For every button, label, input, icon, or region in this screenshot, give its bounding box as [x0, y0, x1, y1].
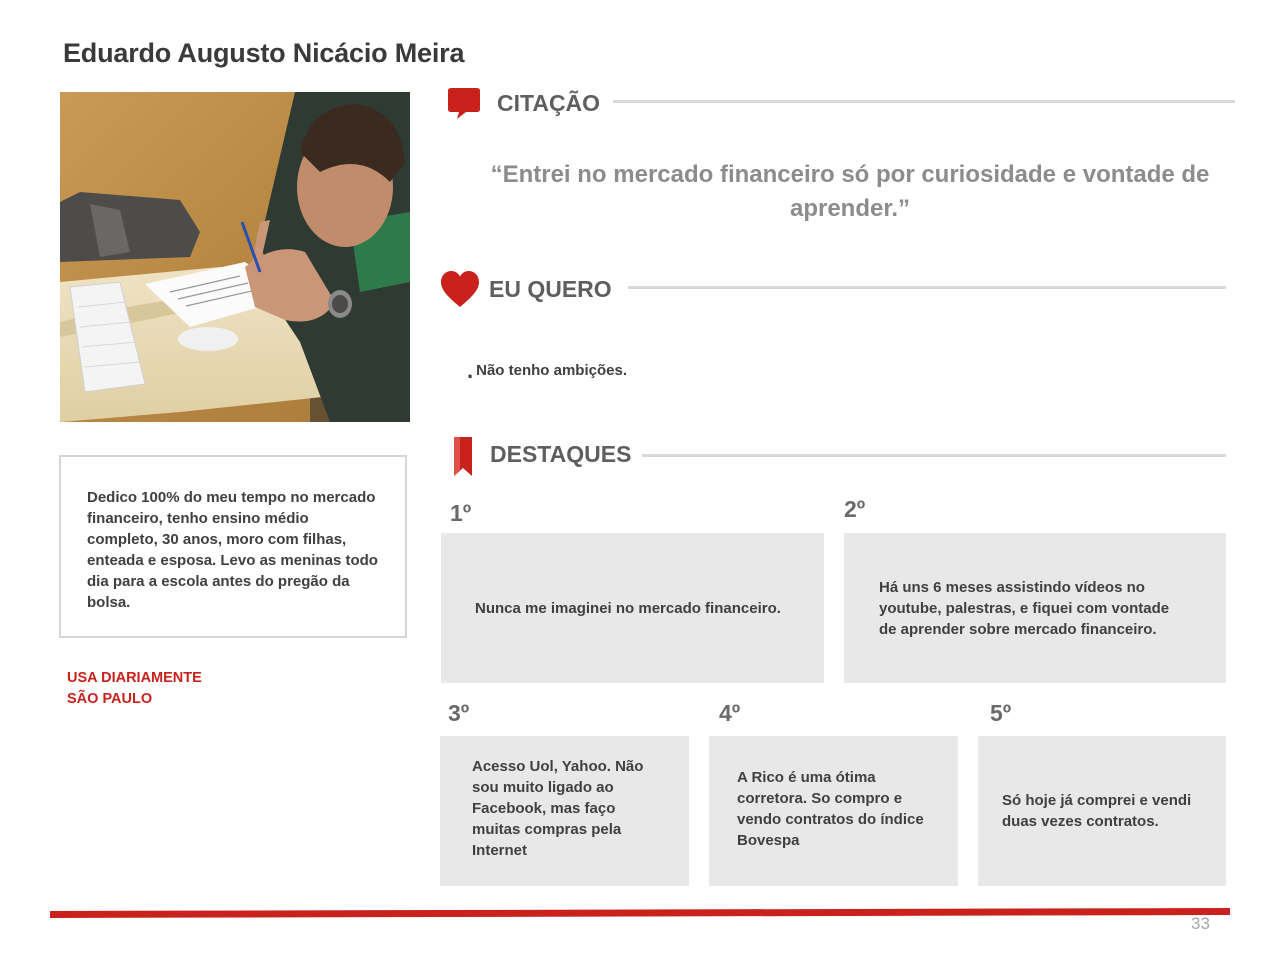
- highlight-text: Há uns 6 meses assistindo vídeos no youtube, palestras, e fiquei com vontade de aprender sobre mercado financeiro.: [879, 578, 1170, 638]
- highlight-card: [440, 736, 689, 886]
- highlights-divider: [642, 454, 1226, 457]
- highlight-text: A Rico é uma ótima corretora. So compro e vendo contratos do índice Bovespa: [737, 769, 924, 849]
- highlight-card: [709, 736, 958, 886]
- heart-icon: [440, 270, 480, 315]
- rank-label: 4º: [719, 700, 741, 726]
- bookmark-icon: [451, 437, 475, 482]
- highlights-heading: DESTAQUES: [490, 441, 632, 467]
- usage-tag: USA DIARIAMENTE: [67, 670, 202, 686]
- highlight-card: [441, 533, 824, 683]
- quote-heading: CITAÇÃO: [497, 90, 601, 116]
- page-title: Eduardo Augusto Nicácio Meira: [63, 38, 465, 68]
- rank-label: 2º: [844, 496, 866, 522]
- want-heading: EU QUERO: [489, 276, 612, 302]
- highlight-text: Só hoje já comprei e vendi duas vezes contratos.: [1002, 792, 1192, 830]
- want-divider: [628, 286, 1226, 289]
- want-text: Não tenho ambições.: [476, 362, 627, 379]
- highlight-text: Acesso Uol, Yahoo. Não sou muito ligado ao Facebook, mas faço muitas compras pela Internet: [472, 758, 644, 859]
- highlight-card: [844, 533, 1226, 683]
- bio-box: [59, 455, 407, 638]
- highlight-card: [978, 736, 1226, 886]
- rank-label: 1º: [450, 500, 472, 526]
- rank-label: 3º: [448, 700, 470, 726]
- speech-bubble-icon: [446, 86, 482, 127]
- bio-text: Dedico 100% do meu tempo no mercado financeiro, tenho ensino médio completo, 30 anos, moro com filhas, enteada e esposa. Levo as meninas todo dia para a escola antes do pregão da bolsa.: [87, 489, 378, 611]
- quote-divider: [613, 100, 1235, 103]
- rank-label: 5º: [990, 700, 1012, 726]
- persona-photo: [60, 92, 410, 422]
- bullet-dot: .: [467, 358, 474, 383]
- city-tag: SÃO PAULO: [67, 691, 153, 707]
- persona-tags: [67, 668, 202, 710]
- page-number: 33: [1191, 914, 1210, 933]
- highlight-text: Nunca me imaginei no mercado financeiro.: [475, 599, 781, 617]
- quote-text: “Entrei no mercado financeiro só por curiosidade e vontade de aprender.”: [490, 161, 1210, 222]
- footer-bar: [50, 906, 1230, 918]
- want-item: [467, 358, 627, 384]
